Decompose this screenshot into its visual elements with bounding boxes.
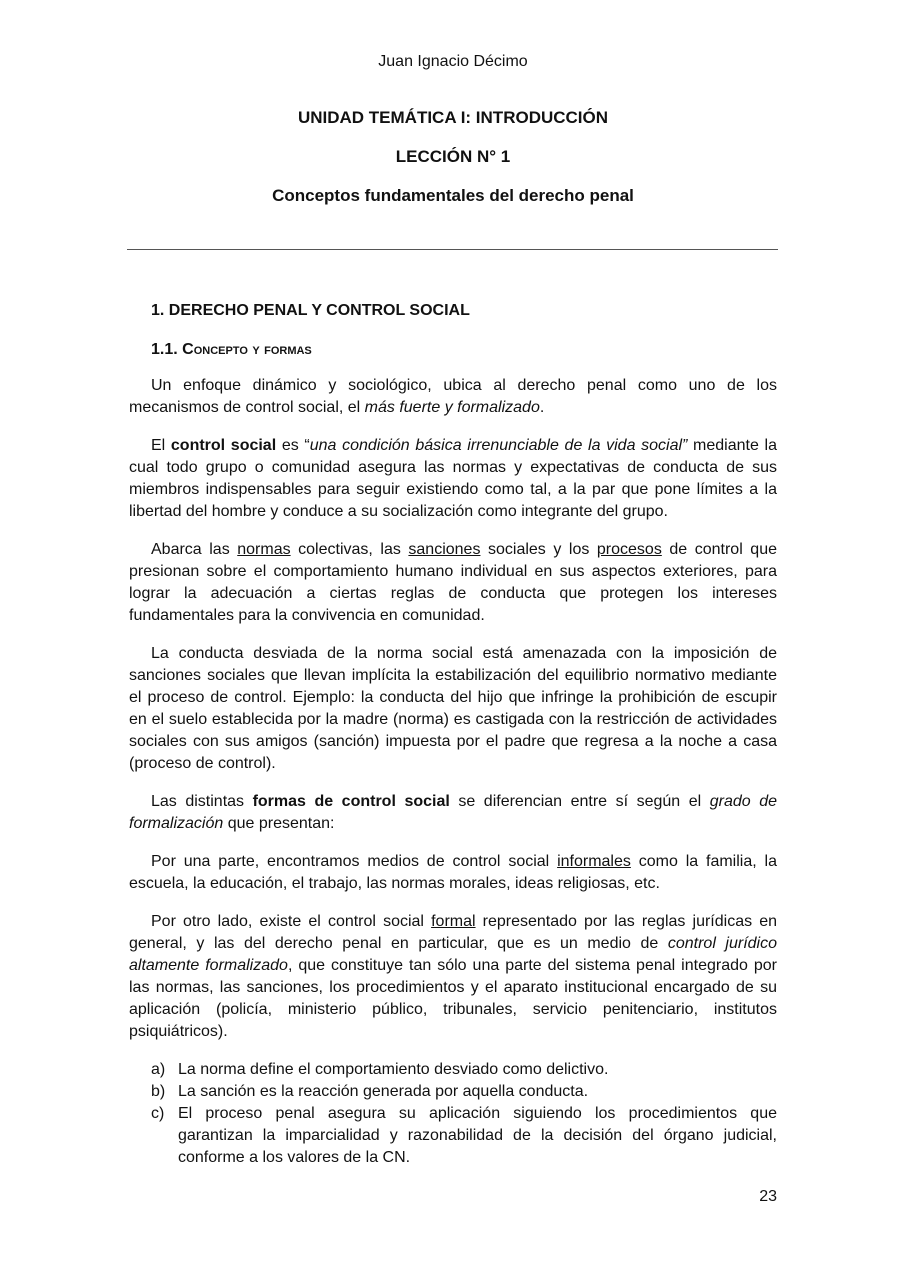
paragraph <box>129 791 777 835</box>
ordered-list <box>129 1059 777 1169</box>
paragraph <box>129 851 777 895</box>
underlined-text: informales <box>557 853 631 870</box>
text-run: colectivas, las <box>290 541 409 558</box>
italic-text: más fuerte y formalizado <box>364 399 540 416</box>
text-run: de control que presionan sobre el comportamiento humano individual en sus aspectos exteriores, para lograr la adecuación a ciertas reglas de conducta que protegen los intereses fundamentales para la convivencia en comunidad. <box>129 541 777 624</box>
text-run: Un enfoque dinámico y sociológico, ubica al derecho penal como uno de los mecanismos de control social, el <box>129 377 777 416</box>
list-item-text: El proceso penal asegura su aplicación siguiendo los procedimientos que garantizan la imparcialidad y razonabilidad de la decisión del órgano judicial, conforme a los valores de la CN. <box>178 1105 777 1166</box>
list-marker: c) <box>151 1105 165 1122</box>
text-run: Las distintas <box>151 793 253 810</box>
text-run: sociales y los <box>480 541 597 558</box>
paragraph <box>129 435 777 523</box>
list-item <box>129 1103 777 1169</box>
lesson-number: LECCIÓN N° 1 <box>395 147 511 166</box>
paragraph <box>129 375 777 419</box>
list-item-text: La sanción es la reacción generada por aquella conducta. <box>178 1083 589 1100</box>
list-marker: a) <box>151 1061 166 1078</box>
underlined-text: normas <box>237 541 291 558</box>
bold-text: formas de control social <box>252 793 450 810</box>
lesson-subtitle: Conceptos fundamentales del derecho penal <box>272 186 634 205</box>
paragraph <box>129 539 777 627</box>
document-body <box>129 300 777 1169</box>
list-marker: b) <box>151 1083 166 1100</box>
bold-text: control social <box>170 437 277 454</box>
list-item <box>129 1059 777 1081</box>
text-run: Por una parte, encontramos medios de control social <box>151 853 558 870</box>
text-run: se diferencian entre sí según el <box>449 793 710 810</box>
text-run: mediante la cual todo grupo o comunidad asegura las normas y expectativas de conducta de sus miembros indispensables para seguir existiendo como tal, a la par que pone límites a la libertad del hombre y conduce a su socialización como integrante del grupo. <box>129 437 777 520</box>
list-item <box>129 1081 777 1103</box>
text-run: . <box>539 399 545 416</box>
italic-text: una condición básica irrenunciable de la vida social” <box>309 437 688 454</box>
list-item-text: La norma define el comportamiento desviado como delictivo. <box>178 1061 609 1078</box>
text-run: , que constituye tan sólo una parte del sistema penal integrado por las normas, las sanciones, los procedimientos y el aparato institucional encargado de su aplicación (policía, ministerio público, tribunales, servicio penitenciario, institutos psiquiátricos). <box>129 957 777 1040</box>
text-run: como la familia, la escuela, la educación, el trabajo, las normas morales, ideas religiosas, etc. <box>129 853 777 892</box>
unit-title: UNIDAD TEMÁTICA I: INTRODUCCIÓN <box>297 108 609 127</box>
underlined-text: sanciones <box>408 541 481 558</box>
paragraphs <box>129 375 777 1043</box>
text-run: El <box>151 437 171 454</box>
text-run: Abarca las <box>151 541 238 558</box>
paragraph <box>129 643 777 775</box>
underlined-text: procesos <box>596 541 662 558</box>
section-heading: 1. DERECHO PENAL Y CONTROL SOCIAL <box>151 302 470 319</box>
underlined-text: formal <box>431 913 476 930</box>
page-number: 23 <box>759 1188 777 1205</box>
italic-text: control jurídico altamente formalizado <box>129 935 778 974</box>
text-run: que presentan: <box>223 815 335 832</box>
italic-text: grado de formalización <box>129 793 778 832</box>
text-run: representado por las reglas jurídicas en general, y las del derecho penal en particular, que es un medio de <box>129 913 777 952</box>
text-run: Por otro lado, existe el control social <box>151 913 432 930</box>
text-run: es “ <box>276 437 310 454</box>
subsection-heading: 1.1. Concepto y formas <box>151 341 312 358</box>
page-header-author: Juan Ignacio Décimo <box>378 53 528 70</box>
horizontal-divider <box>127 249 778 250</box>
text-run: La conducta desviada de la norma social está amenazada con la imposición de sanciones sociales que llevan implícita la estabilización del equilibrio normativo mediante el proceso de control. Ejemplo: la conducta del hijo que infringe la prohibición de escupir en el suelo establecida por la madre (norma) es castigada con la restricción de actividades sociales con sus amigos (sanción) impuesta por el padre que regresa a la noche a casa (proceso de control). <box>129 645 777 772</box>
paragraph <box>129 911 777 1043</box>
